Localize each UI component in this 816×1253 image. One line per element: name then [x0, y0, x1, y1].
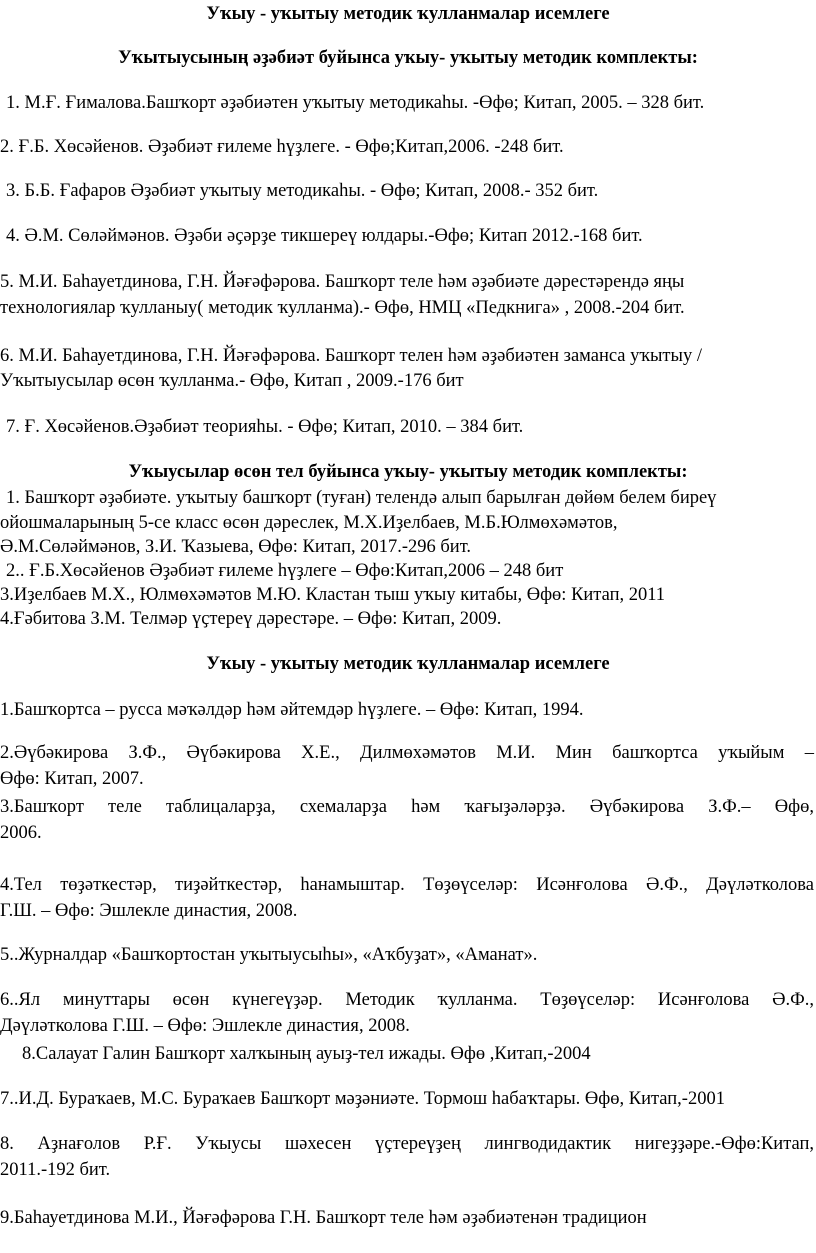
- list-item: технологиялар ҡулланыу( методик ҡулланма).- Өфө, НМЦ «Педкнига» , 2008.-204 бит.: [0, 298, 685, 318]
- list-item: 7..И.Д. Бураҡаев, М.С. Бураҡаев Башҡорт мәҙәниәте. Тормош һабаҡтары. Өфө, Китап,-2001: [0, 1089, 725, 1109]
- list-item-line: 8. Аҙнағолов Р.Ғ. Уҡыусы шәхесен үҫтереүҙең лингводидактик нигеҙҙәре.-Өфө:Китап,: [0, 1134, 814, 1154]
- list-item: 3.Иҙелбаев М.Х., Юлмөхәмәтов М.Ю. Кластан тыш уҡыу китабы, Өфө: Китап, 2011: [0, 585, 666, 605]
- heading-methodical-manuals: Уҡыу - уҡытыу методик ҡулланмалар исемлеге: [206, 4, 610, 24]
- list-item: 4.Ғәбитова З.М. Телмәр үҫтереү дәрестәре. – Өфө: Китап, 2009.: [0, 609, 502, 629]
- list-item-line: 2006.: [0, 823, 42, 843]
- list-item-line: 3.Башҡорт теле таблицаларҙа, схемаларҙа һәм ҡағыҙәләрҙә. Әүбәкирова З.Ф.– Өфө,: [0, 797, 814, 817]
- list-item: [0, 796, 814, 844]
- heading-methodical-manuals-2: Уҡыу - уҡытыу методик ҡулланмалар исемлеге: [206, 654, 610, 674]
- list-item: ойошмаларының 5-се класс өсөн дәреслек, М.Х.Иҙелбаев, М.Б.Юлмөхәмәтов,: [0, 513, 618, 533]
- heading-student-kit: Уҡыусылар өсөн тел буйынса уҡыу- уҡытыу методик комплекты:: [128, 462, 688, 482]
- list-item: 3. Б.Б. Ғафаров Әҙәбиәт уҡытыу методикаһы. - Өфө; Китап, 2008.- 352 бит.: [6, 181, 599, 201]
- list-item: 5..Журналдар «Башҡортостан уҡытыусыһы», «Аҡбуҙат», «Аманат».: [0, 945, 538, 965]
- list-item-line: 4.Тел төҙәткестәр, тиҙәйткестәр, һанамыштар. Төҙөүселәр: Исәнғолова Ә.Ф., Дәүләтколова: [0, 875, 814, 895]
- list-item: 5. М.И. Баһауетдинова, Г.Н. Йәғәфәрова. Башҡорт теле һәм әҙәбиәте дәрестәрендә яңы: [0, 272, 685, 292]
- list-item: [0, 742, 814, 790]
- list-item: 7. Ғ. Хөсәйенов.Әҙәбиәт теорияһы. - Өфө; Китап, 2010. – 384 бит.: [6, 417, 524, 437]
- list-item-line: 2011.-192 бит.: [0, 1160, 111, 1180]
- list-item: 9.Баһауетдинова М.И., Йәғәфәрова Г.Н. Башҡорт теле һәм әҙәбиәтенән традицион: [0, 1208, 647, 1228]
- list-item: 8.Салауат Галин Башҡорт халҡының ауыҙ-тел ижады. Өфө ,Китап,-2004: [22, 1044, 591, 1064]
- list-item-line: Г.Ш. – Өфө: Эшлекле династия, 2008.: [0, 901, 298, 921]
- list-item: 1. М.Ғ. Ғималова.Башҡорт әҙәбиәтен уҡытыу методикаһы. -Өфө; Китап, 2005. – 328 бит.: [6, 93, 705, 113]
- list-item: 1. Башҡорт әҙәбиәте. уҡытыу башҡорт (туған) телендә алып барылған дөйөм белем биреү: [6, 488, 717, 508]
- list-item-line: 2.Әүбәкирова З.Ф., Әүбәкирова Х.Е., Дилмөхәмәтов М.И. Мин башҡортса уҡыйым –: [0, 743, 814, 763]
- list-item-line: Дәүләтколова Г.Ш. – Өфө: Эшлекле династия, 2008.: [0, 1016, 410, 1036]
- list-item: [0, 989, 814, 1037]
- list-item: 2. Ғ.Б. Хөсәйенов. Әҙәбиәт ғилеме һүҙлеге. - Өфө;Китап,2006. -248 бит.: [0, 137, 564, 157]
- list-item: Ә.М.Сөләймәнов, З.И. Ҡазыева, Өфө: Китап, 2017.-296 бит.: [0, 537, 472, 557]
- list-item-line: Өфө: Китап, 2007.: [0, 769, 144, 789]
- list-item: 1.Башҡортса – русса мәҡәлдәр һәм әйтемдәр һүҙлеге. – Өфө: Китап, 1994.: [0, 700, 584, 720]
- list-item: 2.. Ғ.Б.Хөсәйенов Әҙәбиәт ғилеме һүҙлеге – Өфө:Китап,2006 – 248 бит: [6, 561, 564, 581]
- list-item: [0, 1133, 814, 1181]
- heading-teacher-kit: Уҡытыусының әҙәбиәт буйынса уҡыу- уҡытыу методик комплекты:: [118, 48, 698, 68]
- list-item: 4. Ә.М. Сөләймәнов. Әҙәби әҫәрҙе тикшереү юлдары.-Өфө; Китап 2012.-168 бит.: [6, 226, 643, 246]
- list-item: 6. М.И. Баһауетдинова, Г.Н. Йәғәфәрова. Башҡорт телен һәм әҙәбиәтен заманса уҡытыу /: [0, 346, 702, 366]
- list-item-line: 6..Ял минуттары өсөн күнегеүҙәр. Методик ҡулланма. Төҙөүселәр: Исәнғолова Ә.Ф.,: [0, 990, 814, 1010]
- list-item: Уҡытыусылар өсөн ҡулланма.- Өфө, Китап , 2009.-176 бит: [0, 371, 464, 391]
- list-item: [0, 874, 814, 922]
